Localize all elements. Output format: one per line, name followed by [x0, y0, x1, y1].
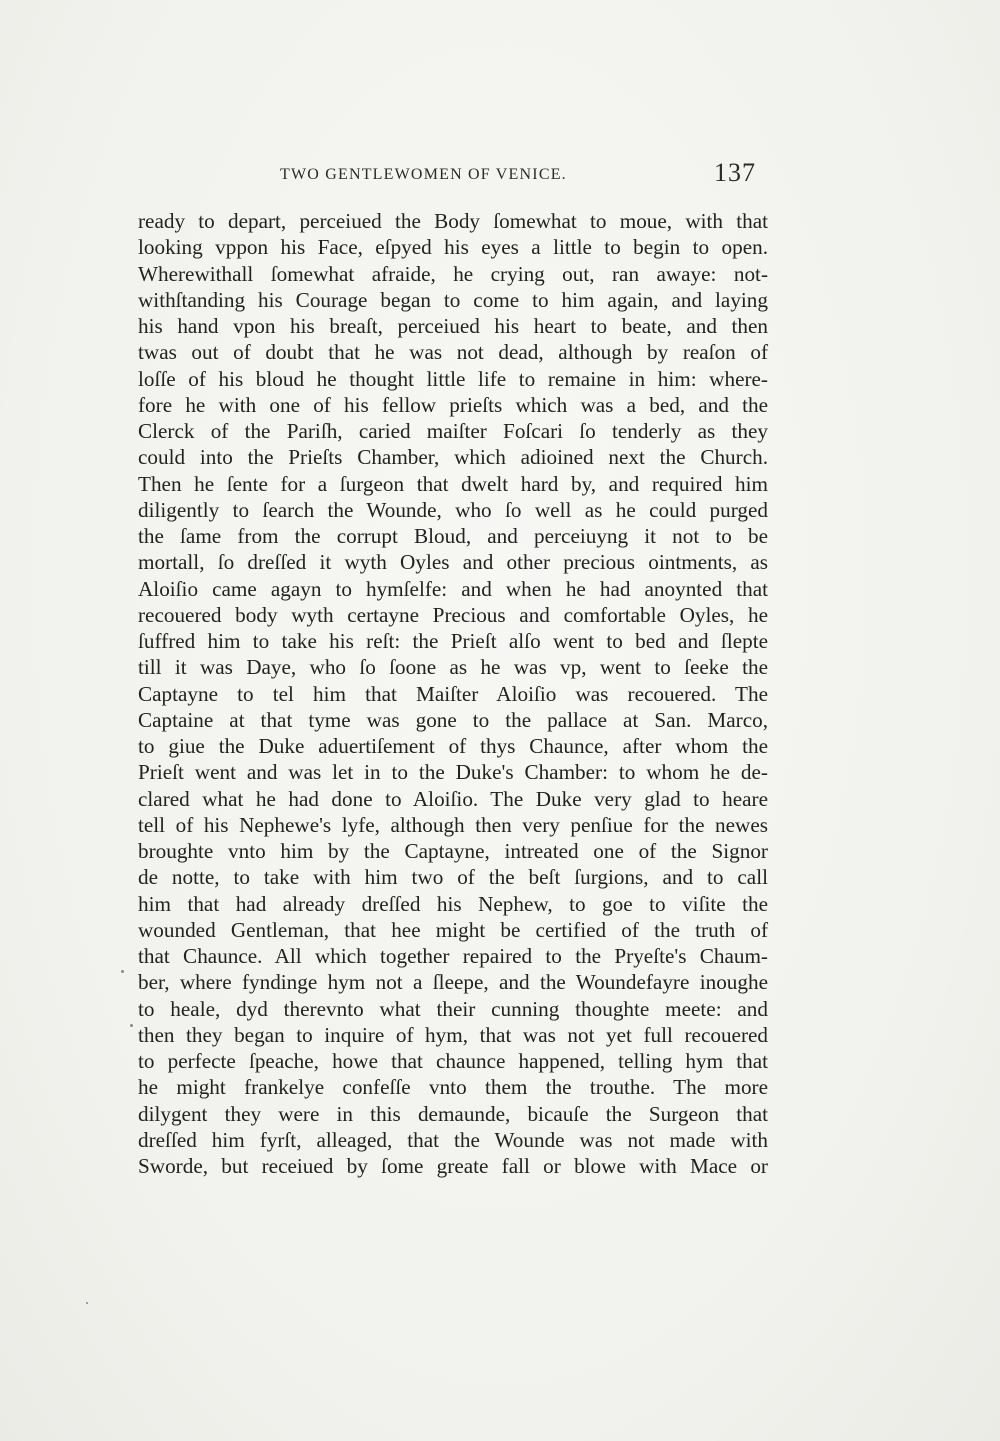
text-line: ber, where fyndinge hym not a ſleepe, and the Woundefayre inoughe: [138, 970, 768, 995]
text-line: recouered body wyth certayne Precious and comfortable Oyles, he: [138, 602, 768, 627]
text-line: twas out of doubt that he was not dead, although by reaſon of: [138, 340, 768, 365]
running-head: TWO GENTLEWOMEN OF VENICE.: [280, 166, 567, 183]
text-line: to perfecte ſpeache, howe that chaunce happened, telling hym that: [138, 1049, 768, 1073]
text-line: clared what he had done to Aloiſio. The Duke very glad to heare: [138, 786, 768, 811]
text-line: dilygent they were in this demaunde, bicauſe the Surgeon that: [138, 1101, 768, 1126]
text-line: broughte vnto him by the Captayne, intreated one of the Signor: [138, 839, 768, 863]
text-line: to giue the Duke aduertiſement of thys Chaunce, after whom the: [138, 734, 768, 758]
text-line: Then he ſente for a ſurgeon that dwelt hard by, and required him: [138, 471, 768, 496]
paper-speck: [121, 970, 124, 973]
paper-speck: [86, 1302, 88, 1304]
text-line: looking vppon his Face, eſpyed his eyes a little to begin to open.: [138, 235, 768, 260]
text-line: him that had already dreſſed his Nephew, to goe to viſite the: [138, 891, 768, 916]
text-line: de notte, to take with him two of the beſt ſurgions, and to call: [138, 865, 768, 890]
text-line: fore he with one of his fellow prieſts which was a bed, and the: [138, 392, 768, 417]
text-line: to heale, dyd therevnto what their cunning thoughte meete: and: [138, 996, 768, 1021]
text-line: diligently to ſearch the Wounde, who ſo well as he could purged: [138, 497, 768, 522]
text-line: till it was Daye, who ſo ſoone as he was vp, went to ſeeke the: [138, 655, 768, 680]
text-line: his hand vpon his breaſt, perceiued his heart to beate, and then: [138, 314, 768, 338]
text-line: he might frankelye confeſſe vnto them the trouthe. The more: [138, 1075, 768, 1100]
text-line: could into the Prieſts Chamber, which adioined next the Church.: [138, 445, 768, 470]
text-line: tell of his Nephewe's lyfe, although then very penſiue for the newes: [138, 812, 768, 837]
text-line: the ſame from the corrupt Bloud, and perceiuyng it not to be: [138, 524, 768, 548]
text-line: ſuffred him to take his reſt: the Prieſt alſo went to bed and ſlepte: [138, 629, 768, 653]
text-line: Captayne to tel him that Maiſter Aloiſio was recouered. The: [138, 681, 768, 706]
text-line: Wherewithall ſomewhat afraide, he crying out, ran awaye: not-: [138, 261, 768, 286]
text-line: Prieſt went and was let in to the Duke's Chamber: to whom he de-: [138, 760, 768, 785]
text-line: loſſe of his bloud he thought little life to remaine in him: where-: [138, 366, 768, 391]
text-line: wounded Gentleman, that hee might be certified of the truth of: [138, 917, 768, 942]
text-line: Sworde, but receiued by ſome greate fall or blowe with Mace or: [138, 1154, 768, 1178]
paper-speck: [130, 1024, 133, 1027]
text-line: withſtanding his Courage began to come to him again, and laying: [138, 287, 768, 312]
text-line: then they began to inquire of hym, that was not yet full recouered: [138, 1022, 768, 1047]
page-number: 137: [714, 158, 756, 187]
text-line: ready to depart, perceiued the Body ſomewhat to moue, with that: [138, 209, 768, 233]
text-line: dreſſed him fyrſt, alleaged, that the Wounde was not made with: [138, 1127, 768, 1152]
text-line: Clerck of the Pariſh, caried maiſter Foſcari ſo tenderly as they: [138, 419, 768, 443]
body-text: [138, 208, 768, 1179]
text-line: that Chaunce. All which together repaired to the Pryeſte's Chaum-: [138, 944, 768, 968]
text-line: mortall, ſo dreſſed it wyth Oyles and other precious ointments, as: [138, 550, 768, 575]
text-line: Captaine at that tyme was gone to the pallace at San. Marco,: [138, 707, 768, 732]
text-line: Aloiſio came agayn to hymſelfe: and when he had anoynted that: [138, 576, 768, 601]
